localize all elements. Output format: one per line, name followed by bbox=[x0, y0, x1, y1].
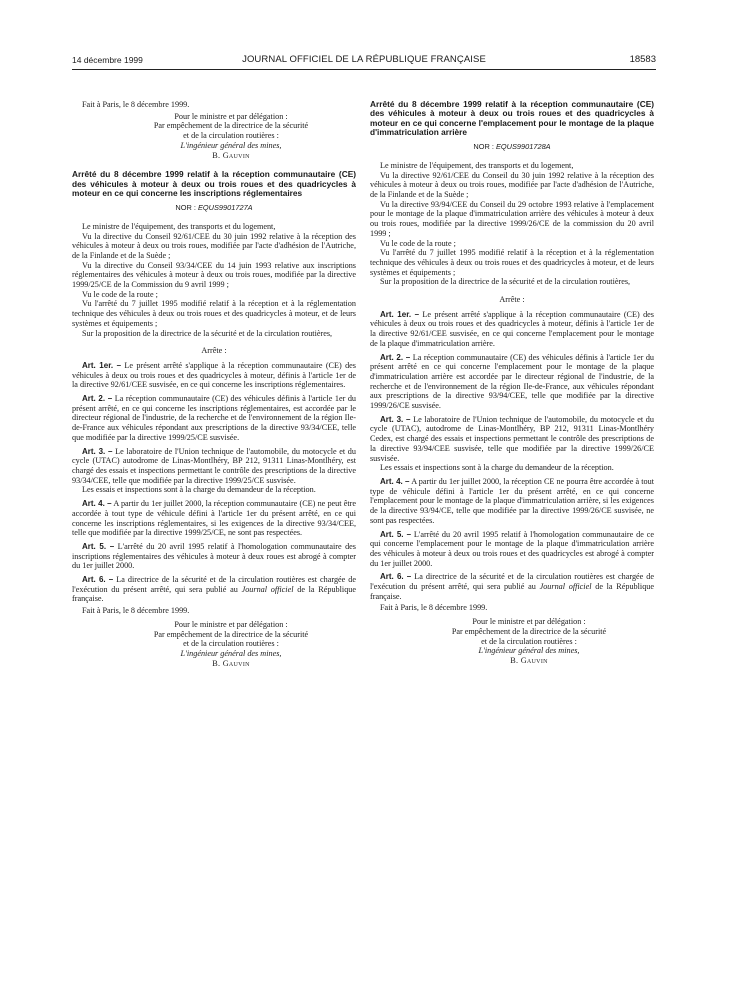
sig-title: L'ingénieur général des mines, bbox=[180, 648, 282, 658]
article-text: L'arrêté du 20 avril 1995 relatif à l'homologation communautaire des inscriptions réglementaires des véhicules à moteur à deux roues est abrogé à compter du 1er juillet 2000. bbox=[72, 541, 356, 571]
sig-title: L'ingénieur général des mines, bbox=[478, 646, 580, 656]
article-text: Le laboratoire de l'Union technique de l'automobile, du motocycle et du cycle (UTAC), autodrome de Linas-Montlhéry, BP 212, 91311 Linas-Montlhéry Cedex, est chargé des essais et inspections permettant le contrôle des prescriptions de la directive 93/94/CEE susvisée, telle que modifiée par la directive 1999/26/CE susvisée. bbox=[370, 414, 654, 463]
prev-sig-line: Pour le ministre et par délégation : bbox=[174, 111, 288, 121]
fait-a-paris: Fait à Paris, le 8 décembre 1999. bbox=[380, 603, 488, 613]
visa-minister: Le ministre de l'équipement, des transports et du logement, bbox=[380, 160, 574, 170]
prev-fait: Fait à Paris, le 8 décembre 1999. bbox=[82, 100, 190, 109]
article-text: Le présent arrêté s'applique à la réception communautaire (CE) des véhicules à deux ou trois roues et des quadricycles à moteur, définis à l'article 1er de la directive 92/61/CEE susvisée, en ce qui concerne l'emplacement pour le montage de la plaque d'immatriculation arrière. bbox=[370, 309, 654, 348]
sig-line: et de la circulation routières : bbox=[183, 639, 279, 649]
prev-sig-name: B. Gauvin bbox=[212, 150, 250, 160]
article-label: Art. 2. – bbox=[380, 352, 411, 362]
sig-line: Pour le ministre et par délégation : bbox=[174, 619, 288, 629]
nor-reference bbox=[370, 142, 654, 152]
article-3 bbox=[370, 415, 654, 464]
nor-label: NOR : bbox=[175, 203, 196, 213]
article-text: La directrice de la sécurité et de la circulation routières est chargée de l'exécution du présent arrêté, qui sera publié au bbox=[72, 575, 357, 594]
arrete-heading: Arrête : bbox=[201, 346, 227, 356]
sig-line: Pour le ministre et par délégation : bbox=[472, 617, 586, 627]
article-label: Art. 4. – bbox=[380, 476, 410, 486]
article-label: Art. 5. – bbox=[82, 541, 115, 551]
nor-code: EQUS9901727A bbox=[197, 203, 253, 213]
article-label: Art. 3. – bbox=[380, 414, 411, 424]
nor-label: NOR : bbox=[473, 142, 494, 152]
article-text: La réception communautaire (CE) des véhicules définis à l'article 1er du présent arrêté, en ce qui concerne les inscriptions réglementaires, est accordée par le directeur régional de l'industrie, de la recherche et de l'environnement de la région Ile-de-France aux véhicules répondant aux prescriptions de la directive 93/34/CEE, telle que modifiée par la directive 1999/25/CE susvisée. bbox=[72, 394, 357, 442]
nor-reference bbox=[72, 203, 356, 213]
article-5 bbox=[370, 530, 654, 569]
article-4 bbox=[370, 477, 654, 526]
header-journal-title: JOURNAL OFFICIEL DE LA RÉPUBLIQUE FRANÇAISE bbox=[242, 54, 486, 65]
article-label: Art. 5. – bbox=[380, 529, 412, 539]
visa-item: Vu l'arrêté du 7 juillet 1995 modifié relatif à la réception et à la réglementation technique des véhicules à deux ou trois roues et des quadricycles à moteur, et de leurs systèmes et équipements ; bbox=[72, 299, 356, 328]
article-label: Art. 3. – bbox=[82, 446, 113, 456]
article-3-paragraph: Les essais et inspections sont à la charge du demandeur de la réception. bbox=[82, 485, 316, 495]
article-3-paragraph: Les essais et inspections sont à la charge du demandeur de la réception. bbox=[380, 463, 614, 473]
article-label: Art. 2. – bbox=[82, 394, 113, 404]
article-text: Le laboratoire de l'Union technique de l'automobile, du motocycle et du cycle (UTAC) autodrome de Linas-Montlhéry, BP 212, 91311 Linas-Montlhéry, est chargé des essais et inspections permettant le contrôle des prescriptions de la directive 93/34/CEE, telle que modifiée par la directive 1999/25/CE susvisée. bbox=[72, 446, 356, 485]
decree-title: Arrêté du 8 décembre 1999 relatif à la réception communautaire (CE) des véhicules à moteur à deux ou trois roues et des quadricycles à moteur en ce qui concerne les inscriptions réglementaires bbox=[72, 169, 356, 198]
visa-item: Vu l'arrêté du 7 juillet 1995 modifié relatif à la réception et à la réglementation technique des véhicules à deux ou trois roues et des quadricycles à moteur, et de leurs systèmes et équipements ; bbox=[370, 248, 654, 277]
article-text: de la République française. bbox=[72, 584, 357, 604]
article-text: A partir du 1er juillet 2000, la réception CE ne pourra être accordée à tout type de véhicule défini à l'article 1er du présent arrêté, en ce qui concerne l'emplacement pour le montage de la plaque d'immatriculation arrière, si les exigences de la directive 93/94/CE, telle que modifiée par la directive 1999/26/CE susvisée, ne sont pas respectées. bbox=[370, 476, 654, 525]
article-1 bbox=[370, 310, 654, 349]
prev-sig-line: et de la circulation routières : bbox=[183, 131, 279, 141]
article-label: Art. 4. – bbox=[82, 499, 112, 509]
decree-title: Arrêté du 8 décembre 1999 relatif à la réception communautaire (CE) des véhicules à moteur à deux ou trois roues et des quadricycles à moteur en ce qui concerne l'emplacement pour le montage de la plaque d'immatriculation arrière bbox=[370, 99, 654, 137]
signature-block bbox=[370, 617, 654, 666]
sig-name: B. Gauvin bbox=[212, 658, 250, 668]
signature-block bbox=[72, 620, 356, 669]
article-2 bbox=[72, 394, 356, 443]
article-label: Art. 1er. – bbox=[82, 360, 122, 370]
visa-item: Vu la directive du Conseil 93/34/CEE du 14 juin 1993 relative aux inscriptions réglementaires des véhicules à moteur à deux ou trois roues, modifiée par la directive 1999/25/CE de la Commission du 9 avril 1999 ; bbox=[72, 260, 356, 290]
visa-item: Vu le code de la route ; bbox=[380, 238, 456, 248]
sig-name: B. Gauvin bbox=[510, 655, 548, 665]
visa-item: Vu la directive 92/61/CEE du Conseil du 30 juin 1992 relative à la réception des véhicules à moteur à deux ou trois roues, modifiée par l'acte d'adhésion de l'Autriche, de la Finlande et de la Suède ; bbox=[370, 170, 654, 199]
fait-a-paris: Fait à Paris, le 8 décembre 1999. bbox=[82, 606, 190, 616]
prev-signature-block bbox=[72, 112, 356, 161]
visa-proposal: Sur la proposition de la directrice de la sécurité et de la circulation routières, bbox=[380, 277, 631, 287]
article-text: L'arrêté du 20 avril 1995 relatif à l'homologation communautaire de ce qui concerne l'emplacement pour le montage de la plaque d'immatriculation arrière des véhicules à moteur à deux ou trois roues et des quadricycles est abrogé à compter du 1er juillet 2000. bbox=[370, 529, 654, 568]
article-2 bbox=[370, 353, 654, 411]
article-label: Art. 6. – bbox=[380, 572, 412, 582]
journal-officiel-ref: Journal officiel bbox=[241, 584, 294, 594]
sig-line: et de la circulation routières : bbox=[481, 636, 577, 646]
right-column bbox=[370, 100, 654, 666]
sig-line: Par empêchement de la directrice de la sécurité bbox=[451, 626, 607, 636]
article-4 bbox=[72, 499, 356, 538]
page-header bbox=[72, 53, 656, 69]
article-text: de la République française. bbox=[370, 582, 655, 601]
header-page-number: 18583 bbox=[629, 54, 656, 65]
article-label: Art. 6. – bbox=[82, 575, 114, 585]
visa-minister: Le ministre de l'équipement, des transports et du logement, bbox=[82, 221, 276, 231]
header-date: 14 décembre 1999 bbox=[72, 55, 143, 65]
prev-sig-line: Par empêchement de la directrice de la sécurité bbox=[153, 121, 309, 131]
visa-item: Vu le code de la route ; bbox=[82, 289, 158, 299]
article-text: Le présent arrêté s'applique à la réception communautaire (CE) des véhicules à deux ou trois roues et des quadricycles à moteur, définis à l'article 1er de la directive 92/61/CEE susvisée, en ce qui concerne les inscriptions réglementaires. bbox=[72, 360, 356, 390]
article-text: La réception communautaire (CE) des véhicules définis à l'article 1er du présent arrêté en ce qui concerne l'emplacement pour le montage de la plaque d'immatriculation arrière est accordée par le directeur régional de l'industrie, de la recherche et de l'environnement de la région Ile-de-France, aux véhicules répondant aux prescriptions de la directive 93/94/CEE, telle que modifiée par la directive 1999/26/CE susvisée. bbox=[370, 352, 655, 411]
left-column bbox=[72, 100, 356, 668]
article-text: La directrice de la sécurité et de la circulation routières est chargée de l'exécution du présent arrêté, qui sera publié au bbox=[370, 572, 655, 592]
visa-item: Vu la directive 93/94/CEE du Conseil du 29 octobre 1993 relative à l'emplacement pour le montage de la plaque d'immatriculation arrière des véhicules à moteur à deux ou trois roues, modifiée par la directive 1999/26/CE de la commission du 20 avril 1999 ; bbox=[370, 199, 654, 238]
nor-code: EQUS9901728A bbox=[495, 142, 551, 152]
article-5 bbox=[72, 542, 356, 571]
header-rule bbox=[72, 69, 656, 70]
journal-officiel-ref: Journal officiel bbox=[539, 582, 592, 592]
visa-proposal: Sur la proposition de la directrice de la sécurité et de la circulation routières, bbox=[82, 328, 333, 338]
article-1 bbox=[72, 361, 356, 390]
prev-sig-title: L'ingénieur général des mines, bbox=[180, 140, 282, 150]
sig-line: Par empêchement de la directrice de la sécurité bbox=[153, 629, 309, 639]
article-label: Art. 1er. – bbox=[380, 309, 420, 319]
article-3 bbox=[72, 447, 356, 486]
arrete-heading: Arrête : bbox=[499, 295, 525, 305]
article-6 bbox=[370, 572, 654, 601]
article-text: A partir du 1er juillet 2000, la réception communautaire (CE) ne peut être accordée à tout type de véhicule défini à l'article 1er du présent arrêté, en ce qui concerne les inscriptions réglementaires, si les exigences de la directive 93/34/CEE, telle que modifiée par la directive 1999/25/CE, ne sont pas respectées. bbox=[72, 499, 356, 538]
article-6 bbox=[72, 575, 356, 604]
visa-item: Vu la directive du Conseil 92/61/CEE du 30 juin 1992 relative à la réception des véhicules à moteur à deux ou trois roues, modifiée par l'acte d'adhésion de l'Autriche, de la Finlande et de la Suède ; bbox=[72, 231, 356, 260]
